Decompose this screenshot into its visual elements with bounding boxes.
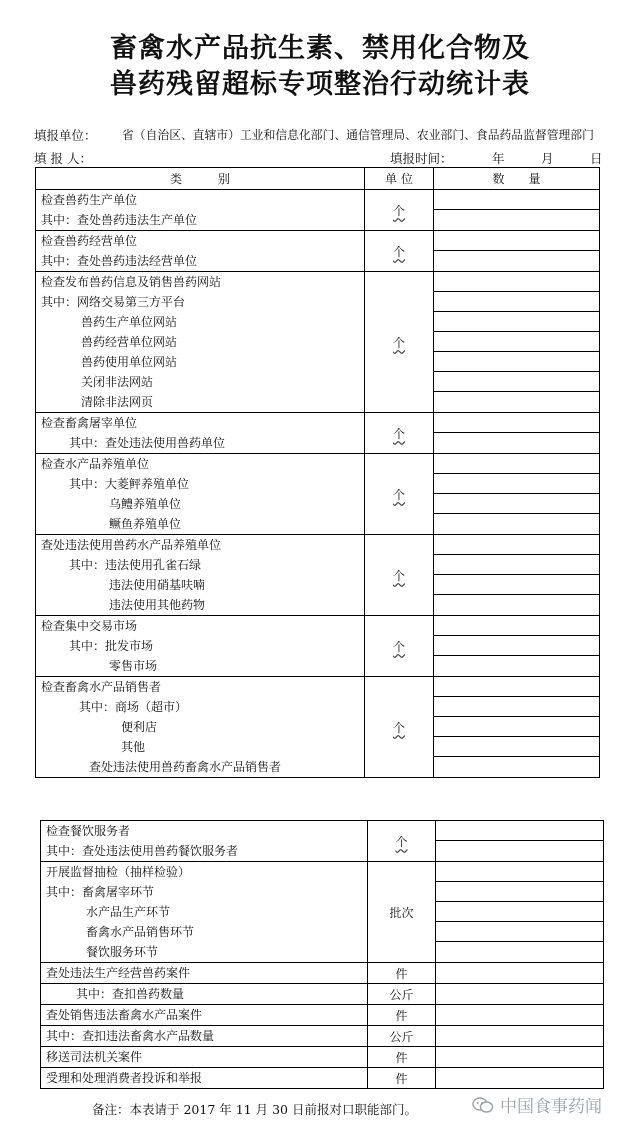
subcategory-label: 违法使用硝基呋喃 [109, 578, 206, 592]
unit-cell [365, 616, 434, 677]
subcategory-label: 鳜鱼养殖单位 [109, 517, 182, 531]
subcategory-label: 其中：查处兽药违法生产单位 [41, 213, 198, 227]
quantity-cell [434, 616, 600, 677]
category-label: 开展监督抽检（抽样检验） [46, 865, 191, 879]
subcategory-label: 餐饮服务环节 [86, 945, 159, 959]
quantity-input-box[interactable] [434, 677, 599, 697]
quantity-input-box[interactable] [434, 292, 599, 312]
category-cell [41, 1026, 368, 1047]
unit-label: 件 [395, 1008, 408, 1023]
quantity-input-box[interactable] [434, 312, 599, 332]
subcategory-label: 其中：违法使用孔雀石绿 [69, 558, 202, 572]
category-label: 检查集中交易市场 [41, 619, 138, 633]
quantity-cell [434, 677, 600, 778]
quantity-cell [434, 272, 600, 413]
unit-label: 个 [392, 568, 405, 583]
quantity-input-box[interactable] [434, 575, 599, 595]
quantity-input-box[interactable] [434, 697, 599, 717]
reporting-unit-label: 填报单位： [34, 128, 97, 143]
category-label: 检查畜禽屠宰单位 [41, 416, 138, 430]
category-label: 检查兽药经营单位 [41, 234, 138, 248]
quantity-input-box[interactable] [434, 555, 599, 575]
unit-cell [365, 535, 434, 616]
year-label: 年 [492, 151, 505, 166]
section1-row [36, 454, 600, 535]
quantity-cell [434, 413, 600, 454]
wechat-icon [472, 1096, 494, 1119]
subcategory-label: 兽药使用单位网站 [81, 355, 178, 369]
unit-label: 批次 [389, 905, 414, 920]
header-quantity: 数 量 [434, 168, 600, 190]
subcategory-label: 兽药生产单位网站 [81, 315, 178, 329]
unit-cell [368, 984, 436, 1005]
category-label: 检查水产品养殖单位 [41, 457, 150, 471]
subcategory-label: 关闭非法网站 [81, 375, 154, 389]
quantity-input-box[interactable] [434, 535, 599, 555]
quantity-input-box[interactable] [434, 636, 599, 656]
unit-cell [368, 1047, 436, 1068]
quantity-input-box[interactable] [434, 190, 599, 210]
unit-label: 个 [392, 335, 405, 350]
subcategory-label: 查处违法使用兽药畜禽水产品销售者 [89, 760, 282, 774]
category-cell [36, 272, 365, 413]
subcategory-label: 水产品生产环节 [86, 905, 171, 919]
report-time-label: 填报时间： [390, 151, 453, 166]
quantity-input-box[interactable] [434, 757, 599, 777]
quantity-cell [436, 1005, 604, 1026]
unit-cell [368, 862, 436, 963]
quantity-input-box[interactable] [436, 942, 603, 962]
unit-label: 个 [392, 639, 405, 654]
watermark-text: 中国食事药闻 [500, 1097, 602, 1116]
reporting-unit-value: 省（自治区、直辖市）工业和信息化部门、通信管理局、农业部门、食品药品监督管理部门 [122, 128, 594, 142]
quantity-input-box[interactable] [434, 454, 599, 474]
quantity-cell [436, 963, 604, 984]
section1-row [36, 231, 600, 272]
category-label: 移送司法机关案件 [46, 1050, 143, 1064]
section1-row [36, 616, 600, 677]
category-cell [41, 984, 368, 1005]
subcategory-label: 乌鳢养殖单位 [109, 497, 182, 511]
day-label: 日 [590, 151, 603, 166]
category-cell [36, 616, 365, 677]
header-unit: 单 位 [365, 168, 434, 190]
unit-cell [368, 1068, 436, 1089]
quantity-cell [436, 1068, 604, 1089]
unit-label: 件 [395, 966, 408, 981]
subcategory-label: 畜禽水产品销售环节 [86, 925, 195, 939]
unit-label: 公斤 [389, 987, 414, 1002]
category-cell [41, 1005, 368, 1026]
quantity-cell [436, 984, 604, 1005]
category-cell [41, 963, 368, 984]
quantity-cell [434, 190, 600, 231]
quantity-cell [436, 1026, 604, 1047]
statistics-table-2 [40, 820, 604, 1089]
section1-row [36, 272, 600, 413]
month-label: 月 [541, 151, 554, 166]
subcategory-label: 清除非法网页 [81, 395, 154, 409]
quantity-cell [436, 821, 604, 862]
unit-label: 个 [395, 834, 408, 849]
subcategory-label: 违法使用其他药物 [109, 598, 206, 612]
unit-label: 个 [392, 203, 405, 218]
section1-row [36, 190, 600, 231]
section1-row [36, 677, 600, 778]
watermark [472, 1092, 602, 1119]
quantity-input-box[interactable] [434, 332, 599, 352]
subcategory-label: 其中：网络交易第三方平台 [41, 295, 186, 309]
section2-row [41, 1068, 604, 1089]
unit-cell [365, 413, 434, 454]
category-label: 检查发布兽药信息及销售兽药网站 [41, 275, 222, 289]
category-cell [36, 677, 365, 778]
category-cell [36, 231, 365, 272]
quantity-input-box[interactable] [434, 595, 599, 615]
section2-row [41, 963, 604, 984]
quantity-cell [436, 1047, 604, 1068]
subcategory-label: 其中：商场（超市） [79, 700, 188, 714]
quantity-input-box[interactable] [436, 902, 603, 922]
subcategory-label: 便利店 [121, 720, 158, 734]
category-label: 查处违法使用兽药水产品养殖单位 [41, 538, 222, 552]
quantity-input-box[interactable] [436, 1026, 603, 1046]
unit-label: 个 [392, 244, 405, 259]
quantity-cell [434, 231, 600, 272]
quantity-input-box[interactable] [436, 862, 603, 882]
unit-label: 件 [395, 1071, 408, 1086]
unit-cell [368, 963, 436, 984]
section2-row [41, 821, 604, 862]
quantity-input-box[interactable] [436, 922, 603, 942]
subcategory-label: 零售市场 [109, 659, 158, 673]
section2-row [41, 862, 604, 963]
quantity-input-box[interactable] [434, 656, 599, 676]
section1-row [36, 413, 600, 454]
quantity-input-box[interactable] [434, 616, 599, 636]
category-cell [36, 535, 365, 616]
quantity-input-box[interactable] [434, 392, 599, 412]
subcategory-label: 其中：畜禽屠宰环节 [46, 885, 155, 899]
title-line-2: 兽药残留超标专项整治行动统计表 [110, 69, 530, 100]
statistics-table-1 [35, 167, 600, 778]
section2-row [41, 1026, 604, 1047]
category-cell [36, 190, 365, 231]
quantity-input-box[interactable] [434, 372, 599, 392]
quantity-cell [434, 535, 600, 616]
unit-cell [365, 190, 434, 231]
quantity-input-box[interactable] [434, 352, 599, 372]
unit-label: 个 [392, 487, 405, 502]
quantity-input-box[interactable] [434, 474, 599, 494]
quantity-input-box[interactable] [434, 717, 599, 737]
section2-row [41, 984, 604, 1005]
quantity-input-box[interactable] [434, 251, 599, 271]
subcategory-label: 其中：查处兽药违法经营单位 [41, 254, 198, 268]
category-cell [41, 1068, 368, 1089]
category-label: 其中：查扣兽药数量 [76, 987, 185, 1001]
unit-cell [368, 1005, 436, 1026]
quantity-input-box[interactable] [436, 1005, 603, 1025]
category-label: 受理和处理消费者投诉和举报 [46, 1071, 203, 1085]
subcategory-label: 其中：大菱鲆养殖单位 [69, 477, 190, 491]
quantity-input-box[interactable] [434, 272, 599, 292]
category-cell [36, 413, 365, 454]
unit-cell [368, 821, 436, 862]
category-cell [41, 862, 368, 963]
quantity-input-box[interactable] [434, 494, 599, 514]
category-label: 查处违法生产经营兽药案件 [46, 966, 191, 980]
unit-cell [365, 677, 434, 778]
quantity-input-box[interactable] [434, 210, 599, 230]
category-label: 查处销售违法畜禽水产品案件 [46, 1008, 203, 1022]
category-label: 检查畜禽水产品销售者 [41, 680, 162, 694]
subcategory-label: 其他 [121, 740, 146, 754]
quantity-input-box[interactable] [434, 433, 599, 453]
unit-label: 公斤 [389, 1029, 414, 1044]
unit-label: 件 [395, 1050, 408, 1065]
unit-cell [365, 231, 434, 272]
title-line-1: 畜禽水产品抗生素、禁用化合物及 [110, 33, 530, 64]
quantity-cell [434, 454, 600, 535]
quantity-input-box[interactable] [436, 984, 603, 1004]
unit-cell [365, 454, 434, 535]
subcategory-label: 其中：批发市场 [69, 639, 154, 653]
subcategory-label: 兽药经营单位网站 [81, 335, 178, 349]
category-cell [41, 821, 368, 862]
category-label: 其中：查扣违法畜禽水产品数量 [46, 1029, 215, 1043]
quantity-input-box[interactable] [434, 413, 599, 433]
footnote: 备注：本表请于 2017 年 11 月 30 日前报对口职能部门。 [92, 1102, 417, 1117]
section2-row [41, 1005, 604, 1026]
quantity-input-box[interactable] [436, 963, 603, 983]
subcategory-label: 其中：查处违法使用兽药餐饮服务者 [46, 844, 239, 858]
quantity-input-box[interactable] [436, 821, 603, 841]
unit-label: 个 [392, 426, 405, 441]
section2-row [41, 1047, 604, 1068]
subcategory-label: 其中：查处违法使用兽药单位 [69, 436, 226, 450]
quantity-input-box[interactable] [434, 231, 599, 251]
quantity-input-box[interactable] [434, 737, 599, 757]
category-label: 检查兽药生产单位 [41, 193, 138, 207]
quantity-input-box[interactable] [434, 514, 599, 534]
section1-row [36, 535, 600, 616]
category-cell [36, 454, 365, 535]
category-label: 检查餐饮服务者 [46, 824, 131, 838]
quantity-input-box[interactable] [436, 841, 603, 861]
quantity-input-box[interactable] [436, 1068, 603, 1088]
unit-cell [368, 1026, 436, 1047]
header-category: 类 别 [36, 168, 365, 190]
category-cell [41, 1047, 368, 1068]
quantity-input-box[interactable] [436, 882, 603, 902]
quantity-cell [436, 862, 604, 963]
unit-cell [365, 272, 434, 413]
unit-label: 个 [392, 720, 405, 735]
quantity-input-box[interactable] [436, 1047, 603, 1067]
reporter-label: 填 报 人： [34, 151, 92, 166]
